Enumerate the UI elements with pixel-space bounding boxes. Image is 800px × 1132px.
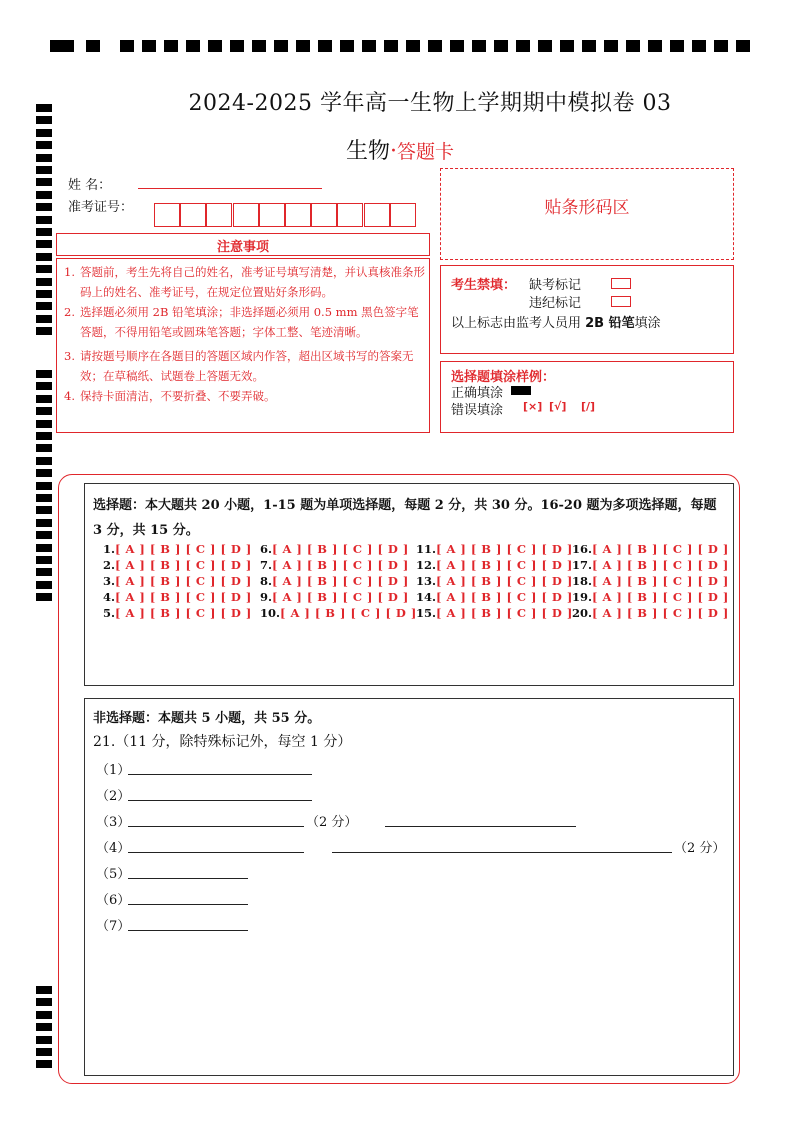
timing-mark bbox=[472, 40, 486, 52]
timing-mark bbox=[36, 494, 52, 502]
timing-mark bbox=[36, 1060, 52, 1068]
answer-options[interactable]: [ A ] [ B ] [ C ] [ D ] bbox=[272, 542, 409, 556]
answer-options[interactable]: [ A ] [ B ] [ C ] [ D ] bbox=[436, 606, 573, 620]
question-number: 2. bbox=[103, 558, 116, 572]
timing-mark bbox=[648, 40, 662, 52]
timing-mark bbox=[36, 544, 52, 552]
timing-mark bbox=[36, 154, 52, 162]
timing-mark bbox=[626, 40, 640, 52]
answer-options[interactable]: [ A ] [ B ] [ C ] [ D ] bbox=[592, 606, 729, 620]
timing-mark bbox=[36, 444, 52, 452]
timing-mark bbox=[36, 556, 52, 564]
mc-question bbox=[416, 606, 573, 620]
timing-mark bbox=[36, 265, 52, 273]
name-field[interactable] bbox=[138, 188, 322, 189]
id-digit-cell[interactable] bbox=[311, 203, 337, 227]
id-digit-cell[interactable] bbox=[154, 203, 180, 227]
question-number: 18. bbox=[572, 574, 593, 588]
correct-label: 正确填涂 bbox=[451, 386, 504, 401]
notice-item: 3. 请按题号顺序在各题目的答题区域内作答，超出区域书写的答案无效；在草稿纸、试题卷上答题无效。 bbox=[64, 349, 414, 383]
answer-options[interactable]: [ A ] [ B ] [ C ] [ D ] bbox=[272, 590, 409, 604]
question-number: 10. bbox=[260, 606, 281, 620]
timing-mark bbox=[318, 40, 332, 52]
id-label: 准考证号： bbox=[68, 200, 134, 215]
question-number: 5. bbox=[103, 606, 116, 620]
question-number: 20. bbox=[572, 606, 593, 620]
timing-mark bbox=[736, 40, 750, 52]
forbidden-box bbox=[440, 265, 734, 354]
blank-label: （1） bbox=[96, 763, 131, 778]
title-dot: · bbox=[390, 139, 397, 164]
timing-mark bbox=[36, 315, 52, 323]
id-digit-cell[interactable] bbox=[180, 203, 206, 227]
timing-mark bbox=[36, 420, 52, 428]
answer-options[interactable]: [ A ] [ B ] [ C ] [ D ] bbox=[115, 542, 252, 556]
timing-mark bbox=[252, 40, 266, 52]
notice-title-box bbox=[56, 233, 430, 256]
mc-question bbox=[572, 542, 729, 556]
mc-question bbox=[103, 542, 252, 556]
timing-mark bbox=[164, 40, 178, 52]
answer-blank[interactable] bbox=[128, 904, 248, 905]
timing-mark bbox=[36, 216, 52, 224]
sample-label: 选择题填涂样例： bbox=[451, 370, 556, 385]
mc-question bbox=[572, 574, 729, 588]
question-number: 19. bbox=[572, 590, 593, 604]
timing-mark bbox=[36, 203, 52, 211]
timing-mark bbox=[36, 178, 52, 186]
answer-options[interactable]: [ A ] [ B ] [ C ] [ D ] bbox=[592, 558, 729, 572]
notice-item: 1. 答题前，考生先将自己的姓名，准考证号填写清楚，并认真核准条形码上的姓名、准考证号，在规定位置贴好条形码。 bbox=[64, 265, 425, 299]
wrong-mark-slash: [/] bbox=[581, 400, 596, 413]
blank-label: （3） bbox=[96, 815, 131, 830]
timing-mark bbox=[208, 40, 222, 52]
timing-mark bbox=[714, 40, 728, 52]
id-digit-cell[interactable] bbox=[337, 203, 363, 227]
timing-mark bbox=[450, 40, 464, 52]
timing-mark bbox=[36, 370, 52, 378]
timing-mark bbox=[36, 407, 52, 415]
answer-options[interactable]: [ A ] [ B ] [ C ] [ D ] bbox=[592, 590, 729, 604]
id-digit-cell[interactable] bbox=[206, 203, 232, 227]
question-number: 17. bbox=[572, 558, 593, 572]
timing-mark bbox=[50, 40, 74, 52]
answer-options[interactable]: [ A ] [ B ] [ C ] [ D ] bbox=[115, 574, 252, 588]
answer-options[interactable]: [ A ] [ B ] [ C ] [ D ] bbox=[280, 606, 417, 620]
timing-mark bbox=[36, 998, 52, 1006]
timing-mark bbox=[36, 1048, 52, 1056]
timing-mark bbox=[406, 40, 420, 52]
answer-options[interactable]: [ A ] [ B ] [ C ] [ D ] bbox=[436, 590, 573, 604]
question-number: 13. bbox=[416, 574, 437, 588]
timing-mark bbox=[86, 40, 100, 52]
question-number: 1. bbox=[103, 542, 116, 556]
top-timing-marks bbox=[50, 40, 750, 52]
page-title: 2024-2025 学年高一生物上学期期中模拟卷 03 bbox=[188, 91, 672, 116]
question-number: 16. bbox=[572, 542, 593, 556]
timing-mark bbox=[36, 253, 52, 261]
answer-options[interactable]: [ A ] [ B ] [ C ] [ D ] bbox=[115, 558, 252, 572]
answer-blank[interactable] bbox=[128, 800, 312, 801]
timing-mark bbox=[36, 1023, 52, 1031]
timing-mark bbox=[36, 116, 52, 124]
forbidden-label: 考生禁填： bbox=[451, 278, 517, 293]
question-number: 11. bbox=[416, 542, 437, 556]
notice-item: 4. 保持卡面清洁，不要折叠、不要弄破。 bbox=[64, 389, 276, 403]
answer-blank[interactable] bbox=[332, 852, 672, 853]
timing-mark bbox=[36, 104, 52, 112]
mc-question bbox=[103, 590, 252, 604]
timing-mark bbox=[384, 40, 398, 52]
forbidden-note: 以上标志由监考人员用 2B 铅笔填涂 bbox=[451, 316, 661, 331]
mc-question bbox=[103, 606, 252, 620]
answer-options[interactable]: [ A ] [ B ] [ C ] [ D ] bbox=[436, 542, 573, 556]
violation-mark-box[interactable] bbox=[611, 296, 631, 307]
timing-mark bbox=[362, 40, 376, 52]
notice-title: 注意事项 bbox=[216, 240, 269, 255]
id-digit-cell[interactable] bbox=[233, 203, 259, 227]
barcode-area bbox=[440, 168, 734, 260]
mc-question bbox=[572, 590, 729, 604]
violation-label: 违纪标记 bbox=[529, 296, 582, 311]
mc-question bbox=[260, 590, 409, 604]
wrong-label: 错误填涂 bbox=[451, 403, 504, 418]
id-digit-cell[interactable] bbox=[259, 203, 285, 227]
timing-mark bbox=[274, 40, 288, 52]
mc-question bbox=[260, 574, 409, 588]
timing-mark bbox=[36, 191, 52, 199]
timing-mark bbox=[604, 40, 618, 52]
mc-question bbox=[416, 590, 573, 604]
timing-mark bbox=[538, 40, 552, 52]
question-number: 14. bbox=[416, 590, 437, 604]
mc-heading-line2: 3 分，共 15 分。 bbox=[93, 523, 199, 538]
question-number: 12. bbox=[416, 558, 437, 572]
timing-mark bbox=[560, 40, 574, 52]
timing-mark bbox=[692, 40, 706, 52]
timing-mark bbox=[36, 240, 52, 248]
timing-mark bbox=[36, 432, 52, 440]
answer-options[interactable]: [ A ] [ B ] [ C ] [ D ] bbox=[272, 574, 409, 588]
timing-mark bbox=[494, 40, 508, 52]
q21-heading: 21.（11 分，除特殊标记外，每空 1 分） bbox=[93, 734, 352, 750]
timing-mark bbox=[36, 166, 52, 174]
subject-title bbox=[300, 134, 500, 165]
blank-label: （7） bbox=[96, 919, 131, 934]
answer-options[interactable]: [ A ] [ B ] [ C ] [ D ] bbox=[436, 574, 573, 588]
card-label: 答题卡 bbox=[397, 141, 455, 163]
wrong-mark-check: [√] bbox=[549, 400, 567, 413]
timing-mark bbox=[36, 457, 52, 465]
timing-mark bbox=[36, 469, 52, 477]
timing-mark bbox=[36, 581, 52, 589]
id-digit-cell[interactable] bbox=[285, 203, 311, 227]
timing-mark bbox=[186, 40, 200, 52]
sa-heading: 非选择题：本题共 5 小题，共 55 分。 bbox=[93, 711, 321, 726]
wrong-mark-x: [×] bbox=[523, 400, 543, 413]
timing-mark bbox=[142, 40, 156, 52]
timing-mark bbox=[36, 129, 52, 137]
timing-mark bbox=[296, 40, 310, 52]
timing-mark bbox=[36, 141, 52, 149]
correct-fill-sample bbox=[511, 386, 531, 395]
mc-question bbox=[103, 558, 252, 572]
timing-mark bbox=[36, 1011, 52, 1019]
mc-question bbox=[103, 574, 252, 588]
timing-mark bbox=[36, 382, 52, 390]
name-label: 姓 名： bbox=[68, 178, 112, 193]
timing-mark bbox=[36, 593, 52, 601]
timing-mark bbox=[36, 327, 52, 335]
question-number: 9. bbox=[260, 590, 273, 604]
timing-mark bbox=[36, 290, 52, 298]
points-note: （2 分） bbox=[306, 815, 358, 830]
question-number: 15. bbox=[416, 606, 437, 620]
subject-label: 生物 bbox=[345, 139, 390, 164]
mc-question bbox=[260, 606, 417, 620]
timing-mark bbox=[36, 302, 52, 310]
answer-options[interactable]: [ A ] [ B ] [ C ] [ D ] bbox=[115, 590, 252, 604]
timing-mark bbox=[230, 40, 244, 52]
points-note: （2 分） bbox=[674, 841, 726, 856]
answer-blank[interactable] bbox=[128, 878, 248, 879]
question-number: 8. bbox=[260, 574, 273, 588]
mc-heading-line1: 选择题：本大题共 20 小题，1-15 题为单项选择题，每题 2 分，共 30 分。16-20 题为多项选择题，每题 bbox=[93, 498, 717, 513]
mc-question bbox=[416, 574, 573, 588]
id-digit-cell[interactable] bbox=[364, 203, 390, 227]
id-digit-cell[interactable] bbox=[390, 203, 416, 227]
mc-question bbox=[416, 542, 573, 556]
answer-options[interactable]: [ A ] [ B ] [ C ] [ D ] bbox=[592, 542, 729, 556]
answer-blank[interactable] bbox=[128, 774, 312, 775]
mc-question bbox=[260, 558, 409, 572]
timing-mark bbox=[36, 519, 52, 527]
timing-mark bbox=[36, 1036, 52, 1044]
mc-question bbox=[260, 542, 409, 556]
answer-blank[interactable] bbox=[128, 826, 304, 827]
answer-blank[interactable] bbox=[385, 826, 576, 827]
timing-mark bbox=[36, 506, 52, 514]
mc-question bbox=[416, 558, 573, 572]
timing-mark bbox=[36, 531, 52, 539]
timing-mark bbox=[582, 40, 596, 52]
answer-options[interactable]: [ A ] [ B ] [ C ] [ D ] bbox=[592, 574, 729, 588]
timing-mark bbox=[670, 40, 684, 52]
answer-blank[interactable] bbox=[128, 930, 248, 931]
mc-question bbox=[572, 558, 729, 572]
blank-label: （2） bbox=[96, 789, 131, 804]
sa-section bbox=[84, 698, 734, 1076]
timing-mark bbox=[36, 228, 52, 236]
notice-item: 2. 选择题必须用 2B 铅笔填涂；非选择题必须用 0.5 mm 黑色签字笔答题，不得用铅笔或圆珠笔答题；字体工整、笔迹清晰。 bbox=[64, 305, 419, 339]
blank-label: （5） bbox=[96, 867, 131, 882]
sample-box bbox=[440, 361, 734, 433]
answer-options[interactable]: [ A ] [ B ] [ C ] [ D ] bbox=[436, 558, 573, 572]
timing-mark bbox=[428, 40, 442, 52]
timing-mark bbox=[120, 40, 134, 52]
question-number: 7. bbox=[260, 558, 273, 572]
absent-mark-box[interactable] bbox=[611, 278, 631, 289]
question-number: 3. bbox=[103, 574, 116, 588]
answer-options[interactable]: [ A ] [ B ] [ C ] [ D ] bbox=[115, 606, 252, 620]
barcode-label: 贴条形码区 bbox=[544, 198, 630, 218]
question-number: 4. bbox=[103, 590, 116, 604]
blank-label: （6） bbox=[96, 893, 131, 908]
timing-mark bbox=[36, 482, 52, 490]
answer-options[interactable]: [ A ] [ B ] [ C ] [ D ] bbox=[272, 558, 409, 572]
timing-mark bbox=[36, 278, 52, 286]
absent-label: 缺考标记 bbox=[529, 278, 582, 293]
timing-mark bbox=[36, 986, 52, 994]
timing-mark bbox=[340, 40, 354, 52]
question-number: 6. bbox=[260, 542, 273, 556]
answer-blank[interactable] bbox=[128, 852, 304, 853]
timing-mark bbox=[36, 568, 52, 576]
timing-mark bbox=[516, 40, 530, 52]
mc-question bbox=[572, 606, 729, 620]
timing-mark bbox=[36, 395, 52, 403]
blank-label: （4） bbox=[96, 841, 131, 856]
